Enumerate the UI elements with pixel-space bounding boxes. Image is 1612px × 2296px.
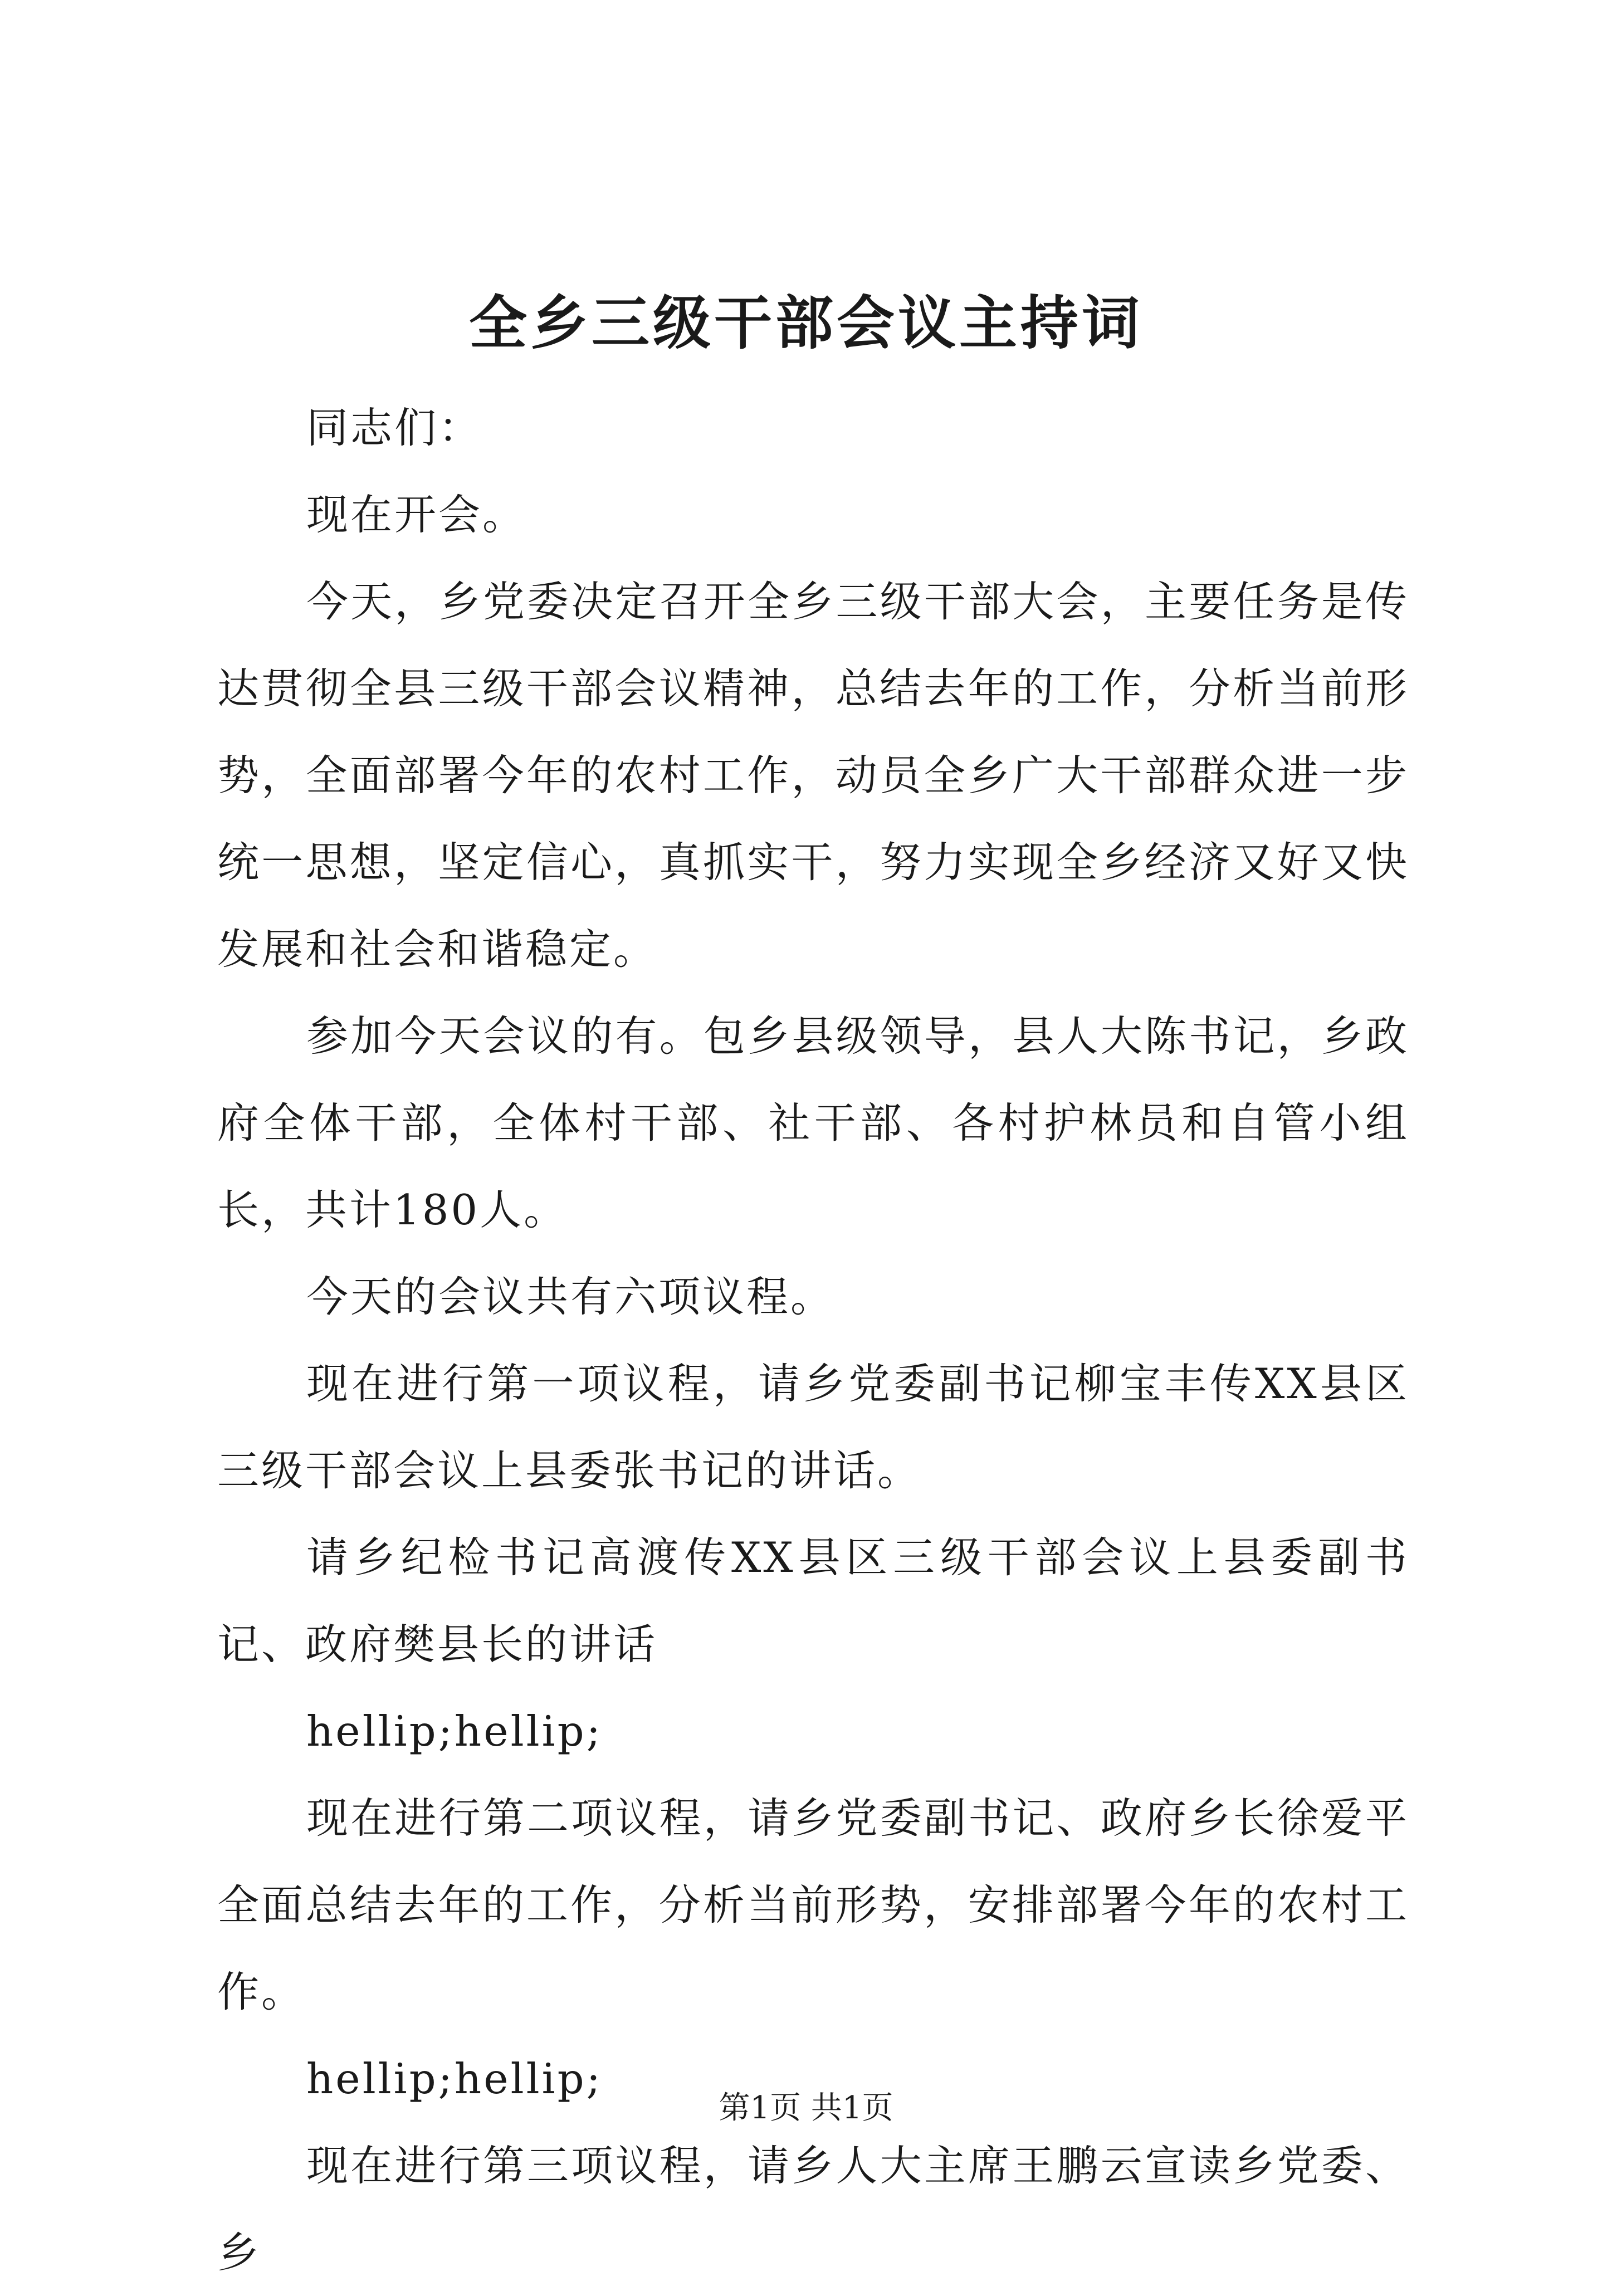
paragraph-agenda-item-1b: 请乡纪检书记高渡传XX县区三级干部会议上县委副书记、政府樊县长的讲话 (217, 1533, 1409, 1669)
document-body (217, 384, 1409, 2296)
paragraph-agenda-item-1: 现在进行第一项议程，请乡党委副书记柳宝丰传XX县区三级干部会议上县委张书记的讲话。 (217, 1359, 1409, 1495)
paragraph-agenda-item-2: 现在进行第二项议程，请乡党委副书记、政府乡长徐爱平全面总结去年的工作，分析当前形势，安排部署今年的农村工作。 (217, 1794, 1409, 2016)
paragraph-greeting: 同志们： (306, 403, 483, 452)
paragraph-attendees: 参加今天会议的有。包乡县级领导，县人大陈书记，乡政府全体干部，全体村干部、社干部、各村护林员和自管小组长，共计180人。 (217, 1012, 1409, 1234)
document-title: 全乡三级干部会议主持词 (468, 289, 1143, 357)
paragraph-opening: 现在开会。 (306, 490, 527, 539)
paragraph-ellipsis-1: hellip;hellip; (306, 1707, 603, 1756)
paragraph-purpose: 今天，乡党委决定召开全乡三级干部大会，主要任务是传达贯彻全县三级干部会议精神，总结去年的工作，分析当前形势，全面部署今年的农村工作，动员全乡广大干部群众进一步统一思想，坚定信心，真抓实干，努力实现全乡经济又好又快发展和社会和谐稳定。 (217, 577, 1409, 974)
page-footer: 第1页 共1页 (719, 2090, 893, 2126)
paragraph-ellipsis-2: hellip;hellip; (306, 2054, 603, 2103)
paragraph-agenda-count: 今天的会议共有六项议程。 (306, 1272, 835, 1321)
paragraph-agenda-item-3: 现在进行第三项议程，请乡人大主席王鹏云宣读乡党委、乡 (217, 2141, 1409, 2277)
